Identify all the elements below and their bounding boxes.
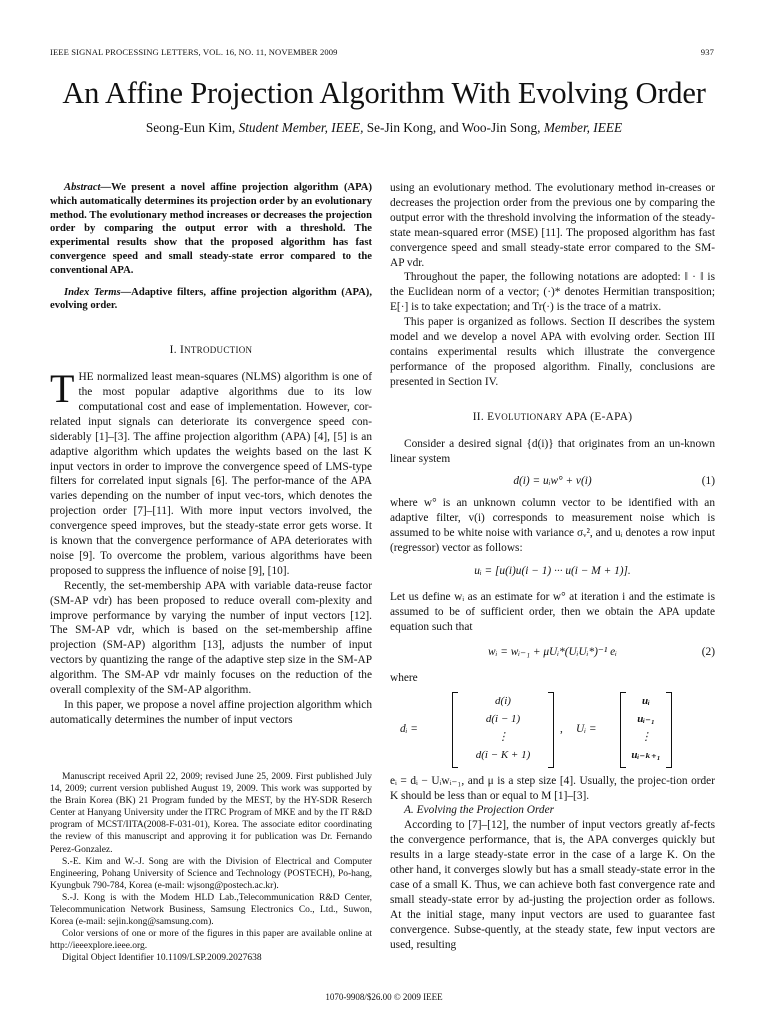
d-matrix-row: ⋮ [497, 730, 509, 743]
where-label: where [390, 671, 418, 684]
footnote-received: Manuscript received April 22, 2009; revised June 25, 2009. First published July 14, 2009; current version published August 19, 2009. This work was supported by the Brain Korea (BK) 21 Program funded by the MEST, by the HY-SDR Reserch Center at Hanyang University under the ITRC Program of MKE and by the IT R&D program of MCST/IITA(2008-F-031-01), Korea. The associate editor coordinating the review of this manuscript and approving it for publication was Dr. Fernando Perez-Gonzalez. [50, 772, 372, 855]
intro-paragraph-3: In this paper, we propose a novel affine projection algorithm which automatically determines the number of input vectors [50, 699, 372, 726]
paper-title: An Affine Projection Algorithm With Evolving Order [62, 76, 706, 110]
running-header: IEEE SIGNAL PROCESSING LETTERS, VOL. 16, NO. 11, NOVEMBER 2009 [50, 47, 338, 57]
author-line [0, 120, 768, 136]
error-definition-paragraph: eᵢ = dᵢ − Uᵢwᵢ₋₁, and μ is a step size [4]. Usually, the projec-tion order K should be less than or equal to M [1]–[3]. [390, 774, 715, 802]
system-paragraph: Consider a desired signal {d(i)} that originates from an un-known linear system [390, 437, 715, 465]
where-paragraph-1: where w° is an unknown column vector to be identified with an adaptive filter, v(i) corresponds to measurement noise which is assumed to be white noise with variance σᵥ², and uᵢ denotes a row input (regressor) vector as follows: [390, 497, 715, 555]
author-1-role: Student Member, IEEE, [238, 120, 364, 135]
intro-paragraph-1: THE normalized least mean-squares (NLMS) algorithm is one of the most popular adaptive algorithms due to its low computational cost and ease of implementation. However, cor-related input signals can deteriorate its convergence speed con-siderably [1]–[3]. The affine projection algorithm (APA) [4], [5] is an adaptive algorithm which updates the weights based on the last K input vectors in order to improve the convergence speed of LMS-type filters for correlated input signals [6]. The perfor-mance of the APA varies depending on the number of input vec-tors, which denotes the projection order [7]–[11]. With more input vectors involved, the convergence speed improves, but the steady-state error gets worse. It is known that the convergence performance of APA deteriorates with noise [9]. To overcome the problem, various algorithms have been proposed to suppress the influence of noise [9], [10]. [50, 366, 372, 577]
abstract-label: Abstract— [64, 182, 112, 193]
page-number: 937 [700, 47, 714, 57]
U-matrix-label: Uᵢ = [576, 722, 597, 735]
copyright-footer: 1070-9908/$26.00 © 2009 IEEE [325, 992, 443, 1002]
d-matrix-row: d(i − K + 1) [475, 748, 531, 761]
equation-1-body: d(i) = uᵢw° + v(i) [513, 475, 592, 488]
abstract-text: We present a novel affine projection algorithm (APA) which automatically determines its projection order by an evolutionary method. The evolutionary method increases or decreases the projection order by comparing the output error with a threshold. The experimental results show that the proposed algorithm has fast convergence speed and small steady-state error compared to the conventional APA. [50, 182, 372, 276]
equation-u: uᵢ = [u(i)u(i − 1) ··· u(i − M + 1)]. [474, 565, 631, 578]
evolving-order-paragraph: According to [7]–[12], the number of input vectors greatly af-fects the convergence performance, that is, the APA converges quickly but results in a large steady-state error in the case of a large K. On the other hand, it converges slowly but has a small steady-state error in the case of a small K. Thus, we can achieve both fast convergence rate and small steady-state error by ad-justing the projection order as follows. At the initial stage, many input vectors are used to guarantee fast convergence. Subse-quently, at the steady state, few input vectors are used, resulting [390, 819, 715, 951]
drop-cap: T [50, 366, 75, 412]
notation-paragraph: Throughout the paper, the following notations are adopted: ‖ · ‖ is the Euclidean norm of a vector; (·)* denotes Hermitian transposition; E[·] is to take expectation; and Tr(·) is the trace of a matrix. [390, 271, 715, 314]
index-terms-text: Adaptive filters, affine projection algorithm (APA), evolving order. [50, 286, 372, 312]
U-matrix [620, 692, 672, 768]
d-matrix-label: dᵢ = [400, 722, 418, 735]
d-matrix [452, 692, 554, 768]
footnote-affil-1: S.-E. Kim and W.-J. Song are with the Division of Electrical and Computer Engineering, Pohang University of Science and Technology (POSTECH), Po-hang, Kyungbuk 790-784, Korea (e-mail: wjsong@postech.ac.kr). [50, 856, 372, 891]
section-2-heading: II. EVOLUTIONARY APA (E-APA) [472, 410, 633, 423]
right-column [390, 181, 715, 953]
left-column [50, 181, 372, 728]
U-matrix-row: uᵢ₋ₖ₊₁ [631, 748, 661, 761]
U-matrix-row: uᵢ₋₁ [637, 712, 655, 725]
footnotes [50, 771, 372, 965]
index-terms-label: Index Terms— [64, 286, 132, 298]
index-terms [50, 286, 372, 314]
section-1-heading: I. INTRODUCTION [169, 344, 253, 357]
footnote-affil-2: S.-J. Kong is with the Modem HLD Lab.,Telecommunication R&D Center, Telecommunication Network Business, Samsung Electronics Co., Ltd., Suwon, Korea (e-mail: sejin.kong@samsung.com). [50, 892, 372, 928]
U-matrix-row: uᵢ [642, 694, 650, 707]
equation-1 [390, 474, 715, 496]
equation-1-number: (1) [701, 475, 715, 488]
equation-2-number: (2) [701, 645, 715, 658]
author-3-role: Member, IEEE [543, 120, 623, 135]
define-paragraph: Let us define wᵢ as an estimate for w° at iteration i and the estimate is assumed to be of sufficient order, then we obtain the APA update equation such that [390, 591, 715, 633]
U-matrix-row: ⋮ [640, 730, 652, 743]
intro-paragraph-2: Recently, the set-membership APA with variable data-reuse factor (SM-AP vdr) has been proposed to reduce overall com-plexity and improve performance by varying the number of input vectors [12]. The SM-AP vdr, which is based on the set-membership affine projection (SM-AP) algorithm [13], adjusts the number of input vectors by quantizing the range of the adaptive step size in the SM-AP algorithm. The SM-AP vdr mainly focuses on the reduction of the overall complexity of the SM-AP algorithm. [50, 579, 372, 697]
author-1: Seong-Eun Kim, [145, 120, 236, 135]
d-matrix-row: d(i) [495, 694, 511, 707]
organization-paragraph: This paper is organized as follows. Section II describes the system model and we develop a novel APA with evolving order. Section III contains experimental results which illustrate the convergence performance of the proposed algorithm. Finally, conclusions are presented in Section IV. [390, 316, 715, 388]
abstract [50, 181, 372, 278]
authors-2-3: Se-Jin Kong, and Woo-Jin Song, [366, 120, 541, 135]
subsection-a-heading: A. Evolving the Projection Order [404, 804, 555, 817]
d-matrix-row: d(i − 1) [485, 712, 521, 725]
footnote-color: Color versions of one or more of the figures in this paper are available online at http://ieeexplore.ieee.org. [50, 929, 372, 952]
equation-2-body: wᵢ = wᵢ₋₁ + μUᵢ*(UᵢUᵢ*)⁻¹ eᵢ [488, 645, 617, 658]
right-paragraph-1: using an evolutionary method. The evolutionary method in-creases or decreases the projection order from the previous one by comparing the output error with the threshold involving the information of the steady-state mean-squared error (MSE) [11]. The proposed algorithm has fast convergence speed and small steady-state error compared to the SM-AP vdr. [390, 182, 715, 269]
footnote-doi: Digital Object Identifier 10.1109/LSP.2009.2027638 [62, 953, 262, 964]
matrix-definitions: dᵢ = d(i) d(i − 1) ⋮ d(i − K + 1) , Uᵢ = uᵢ uᵢ₋₁ ⋮ uᵢ₋ₖ₊₁ [390, 692, 715, 770]
equation-2 [390, 645, 715, 671]
